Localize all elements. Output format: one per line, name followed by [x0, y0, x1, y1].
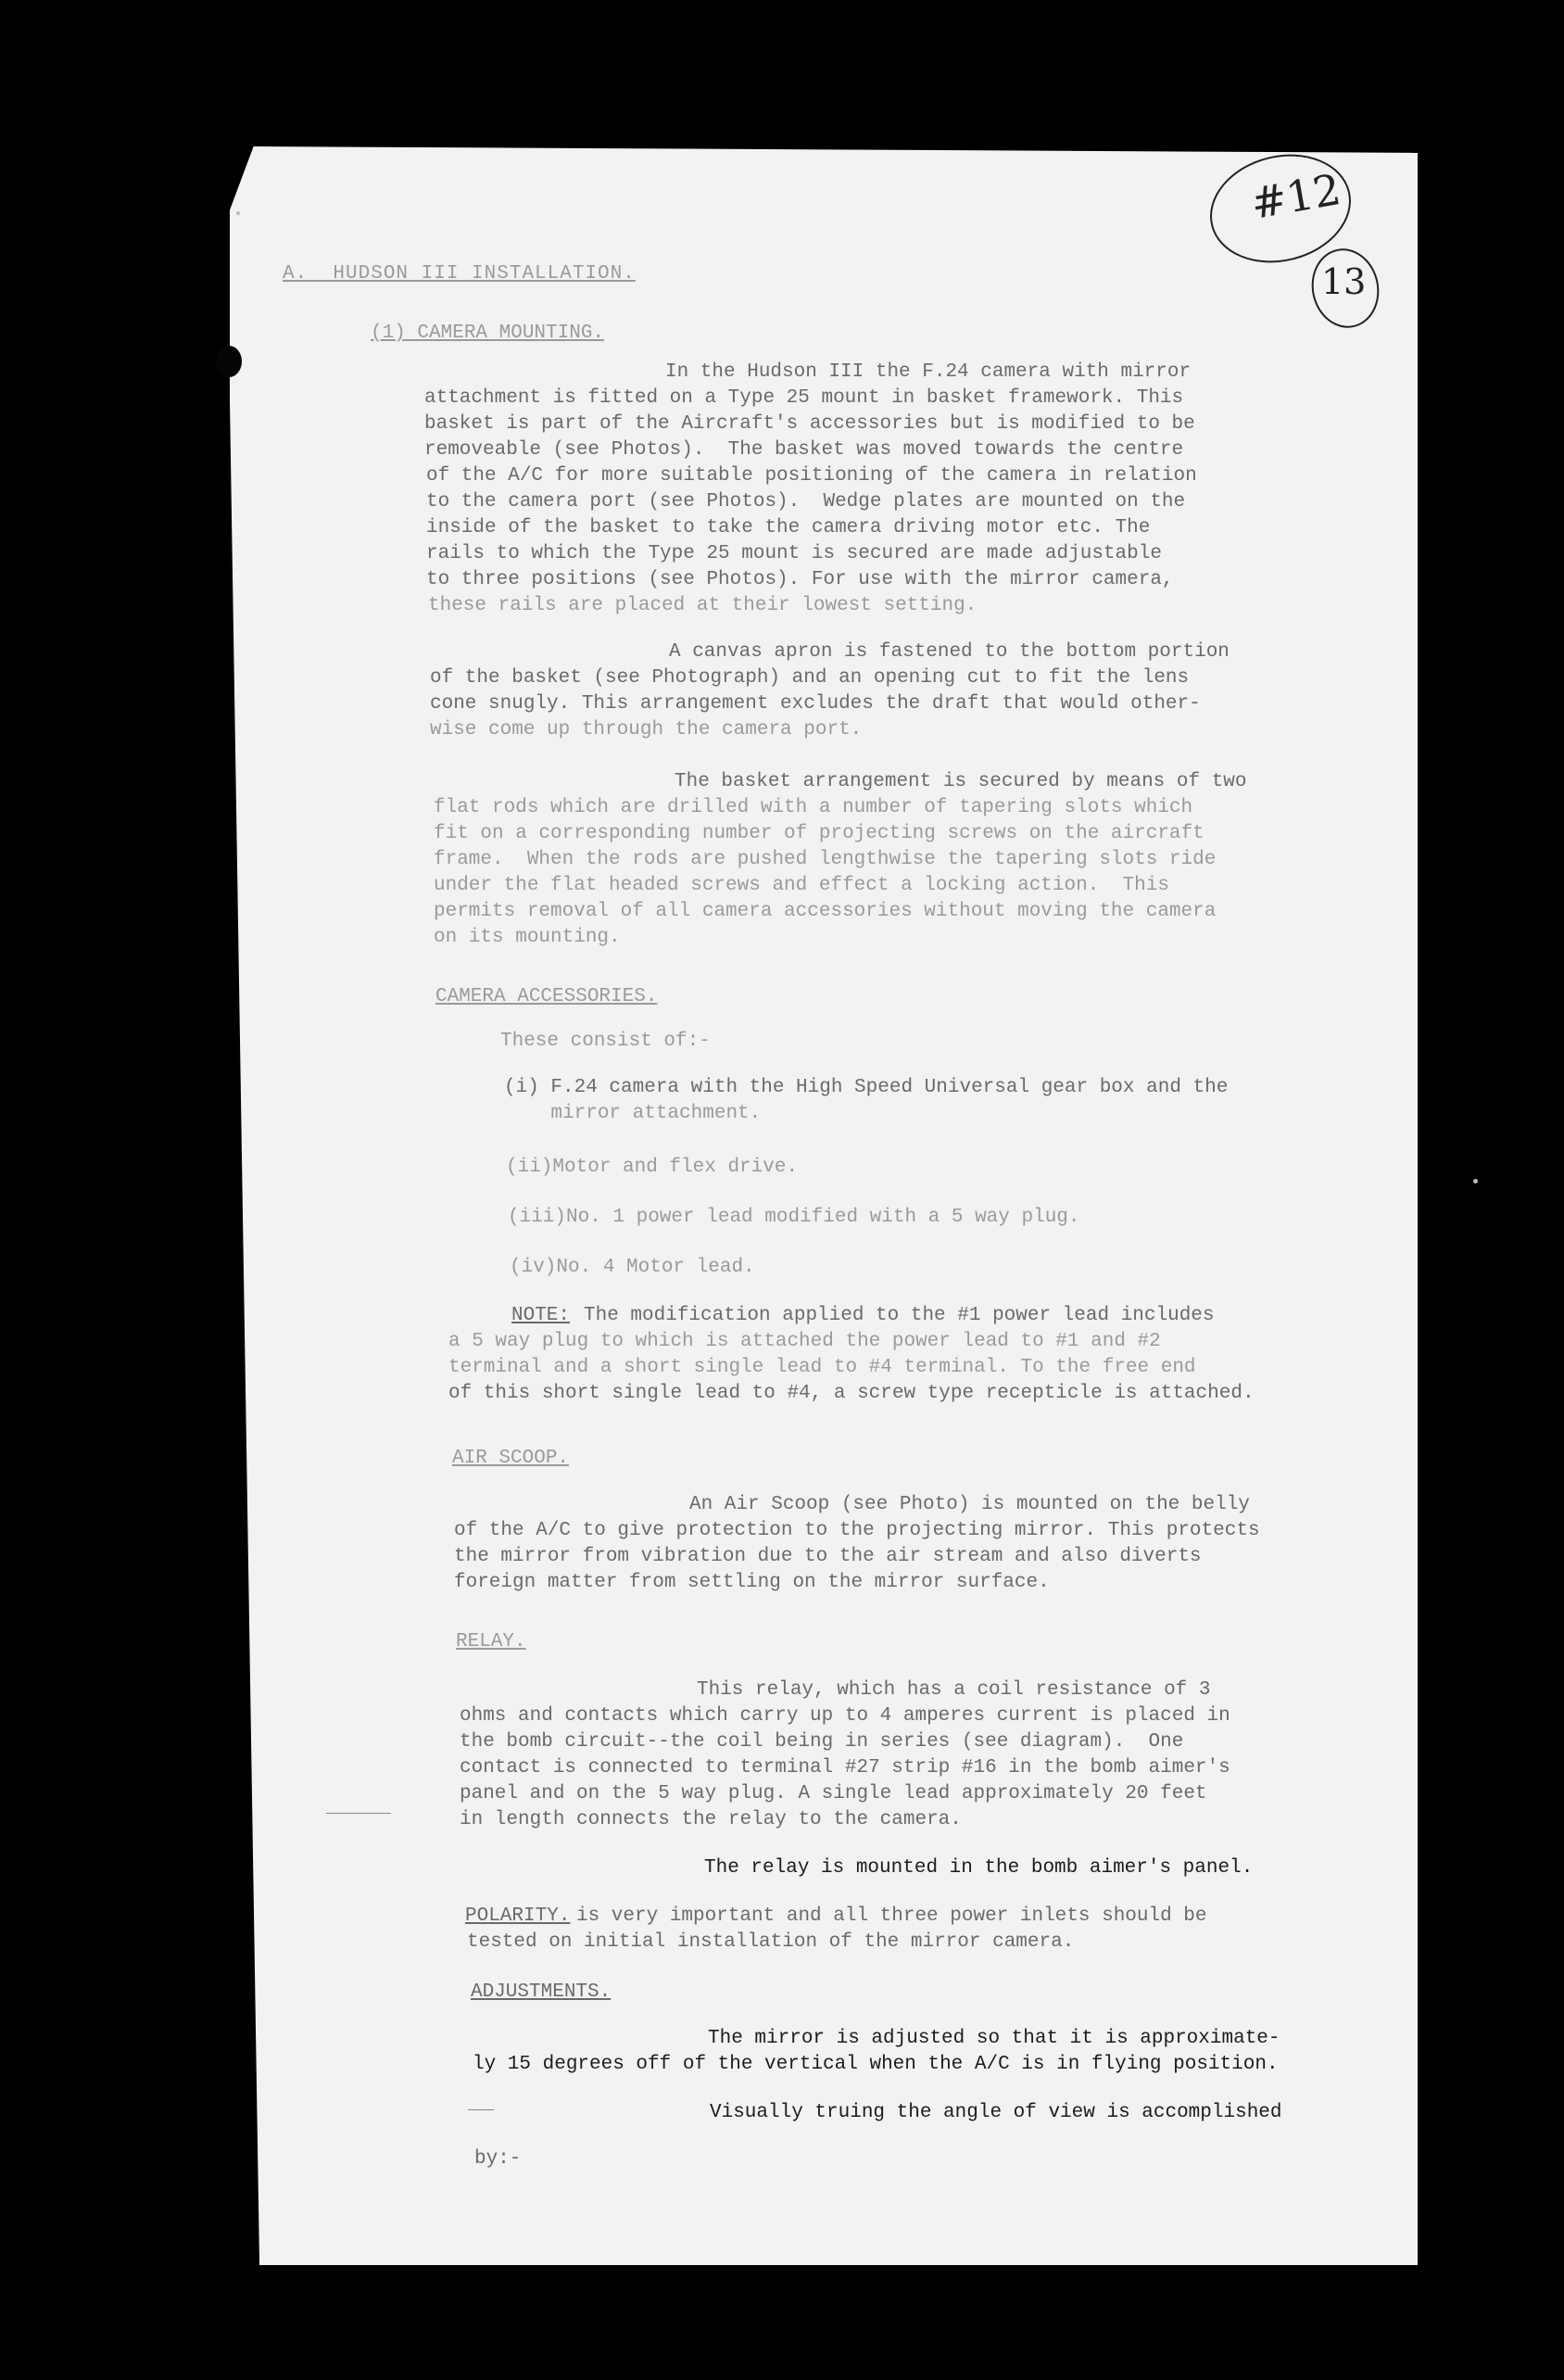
text-line: The modification applied to the #1 power lead includes: [584, 1305, 1215, 1326]
list-item-continuation: mirror attachment.: [504, 1103, 762, 1124]
text-line: An Air Scoop (see Photo) is mounted on the belly: [689, 1494, 1250, 1515]
text-line: ly 15 degrees off of the vertical when the A/C is in flying position.: [473, 2054, 1279, 2075]
text-line: permits removal of all camera accessories without moving the camera: [434, 901, 1217, 922]
text-line: the bomb circuit--the coil being in series (see diagram). One: [460, 1731, 1184, 1753]
text-line: fit on a corresponding number of projecting screws on the aircraft: [434, 823, 1205, 844]
accessories-intro: These consist of:-: [500, 1031, 711, 1052]
polarity-label: POLARITY.: [465, 1905, 571, 1927]
visually-text: Visually truing the angle of view is accomplished: [710, 2102, 1282, 2123]
text-line: a 5 way plug to which is attached the power lead to #1 and #2: [448, 1331, 1161, 1352]
text-line: ohms and contacts which carry up to 4 amperes current is placed in: [460, 1705, 1230, 1727]
handwritten-folio: #12: [1247, 163, 1345, 230]
list-item: (ii)Motor and flex drive.: [506, 1157, 799, 1178]
text-line: to the camera port (see Photos). Wedge plates are mounted on the: [426, 491, 1186, 513]
text-line: the mirror from vibration due to the air stream and also diverts: [454, 1546, 1202, 1567]
text-line: foreign matter from settling on the mirror surface.: [454, 1572, 1050, 1593]
subheading-camera-mounting: (1) CAMERA MOUNTING.: [371, 323, 605, 344]
heading-camera-accessories: CAMERA ACCESSORIES.: [435, 986, 658, 1007]
text-line: A canvas apron is fastened to the bottom portion: [669, 641, 1230, 663]
list-item: (iii)No. 1 power lead modified with a 5 way plug.: [508, 1207, 1080, 1228]
list-item: (iv)No. 4 Motor lead.: [510, 1257, 755, 1278]
heading-air-scoop: AIR SCOOP.: [452, 1448, 570, 1469]
by-text: by:-: [474, 2148, 522, 2170]
text-line: flat rods which are drilled with a number of tapering slots which: [434, 797, 1193, 818]
text-line: of the A/C for more suitable positioning of the camera in relation: [426, 465, 1197, 487]
text-line: these rails are placed at their lowest setting.: [428, 595, 978, 616]
text-line: cone snugly. This arrangement excludes the draft that would other-: [430, 693, 1201, 715]
text-line: on its mounting.: [434, 927, 621, 948]
text-line: of the A/C to give protection to the projecting mirror. This protects: [454, 1520, 1260, 1541]
text-line: of this short single lead to #4, a screw type recepticle is attached.: [448, 1383, 1255, 1404]
text-line: rails to which the Type 25 mount is secured are made adjustable: [426, 543, 1162, 564]
text-line: The mirror is adjusted so that it is approximate-: [708, 2028, 1280, 2049]
heading-adjustments: ADJUSTMENTS.: [471, 1981, 612, 2003]
text-line: in length connects the relay to the camera.: [460, 1809, 962, 1830]
text-line: basket is part of the Aircraft's accessories but is modified to be: [424, 413, 1195, 435]
text-line: removeable (see Photos). The basket was moved towards the centre: [424, 439, 1184, 461]
text-line: of the basket (see Photograph) and an opening cut to fit the lens: [430, 667, 1190, 689]
text-line: inside of the basket to take the camera driving motor etc. The: [426, 517, 1151, 538]
text-line: wise come up through the camera port.: [430, 719, 863, 741]
dust-speck: [1473, 1179, 1478, 1184]
text-line: is very important and all three power inlets should be: [576, 1905, 1207, 1927]
list-item: (i) F.24 camera with the High Speed Universal gear box and the: [504, 1077, 1229, 1098]
punch-hole: [216, 346, 242, 377]
text-line: This relay, which has a coil resistance of 3: [697, 1679, 1211, 1701]
margin-line: [326, 1813, 391, 1814]
text-line: panel and on the 5 way plug. A single lead approximately 20 feet: [460, 1783, 1207, 1804]
dust-speck: [236, 211, 240, 215]
text-line: to three positions (see Photos). For use with the mirror camera,: [426, 569, 1174, 590]
relay-mounted-text: The relay is mounted in the bomb aimer's panel.: [704, 1857, 1254, 1879]
note-label: NOTE:: [511, 1305, 571, 1326]
margin-line: [468, 2109, 494, 2110]
text-line: terminal and a short single lead to #4 terminal. To the free end: [448, 1357, 1196, 1378]
text-line: under the flat headed screws and effect a locking action. This: [434, 875, 1169, 896]
text-line: The basket arrangement is secured by means of two: [675, 771, 1247, 792]
text-line: In the Hudson III the F.24 camera with mirror: [665, 361, 1192, 383]
text-line: frame. When the rods are pushed lengthwise the tapering slots ride: [434, 849, 1217, 870]
section-heading: A. HUDSON III INSTALLATION.: [283, 263, 636, 285]
heading-relay: RELAY.: [456, 1631, 526, 1652]
text-line: contact is connected to terminal #27 strip #16 in the bomb aimer's: [460, 1757, 1230, 1779]
text-line: attachment is fitted on a Type 25 mount in basket framework. This: [424, 387, 1184, 409]
handwritten-page-number: 13: [1321, 261, 1367, 302]
text-line: tested on initial installation of the mirror camera.: [467, 1931, 1075, 1953]
